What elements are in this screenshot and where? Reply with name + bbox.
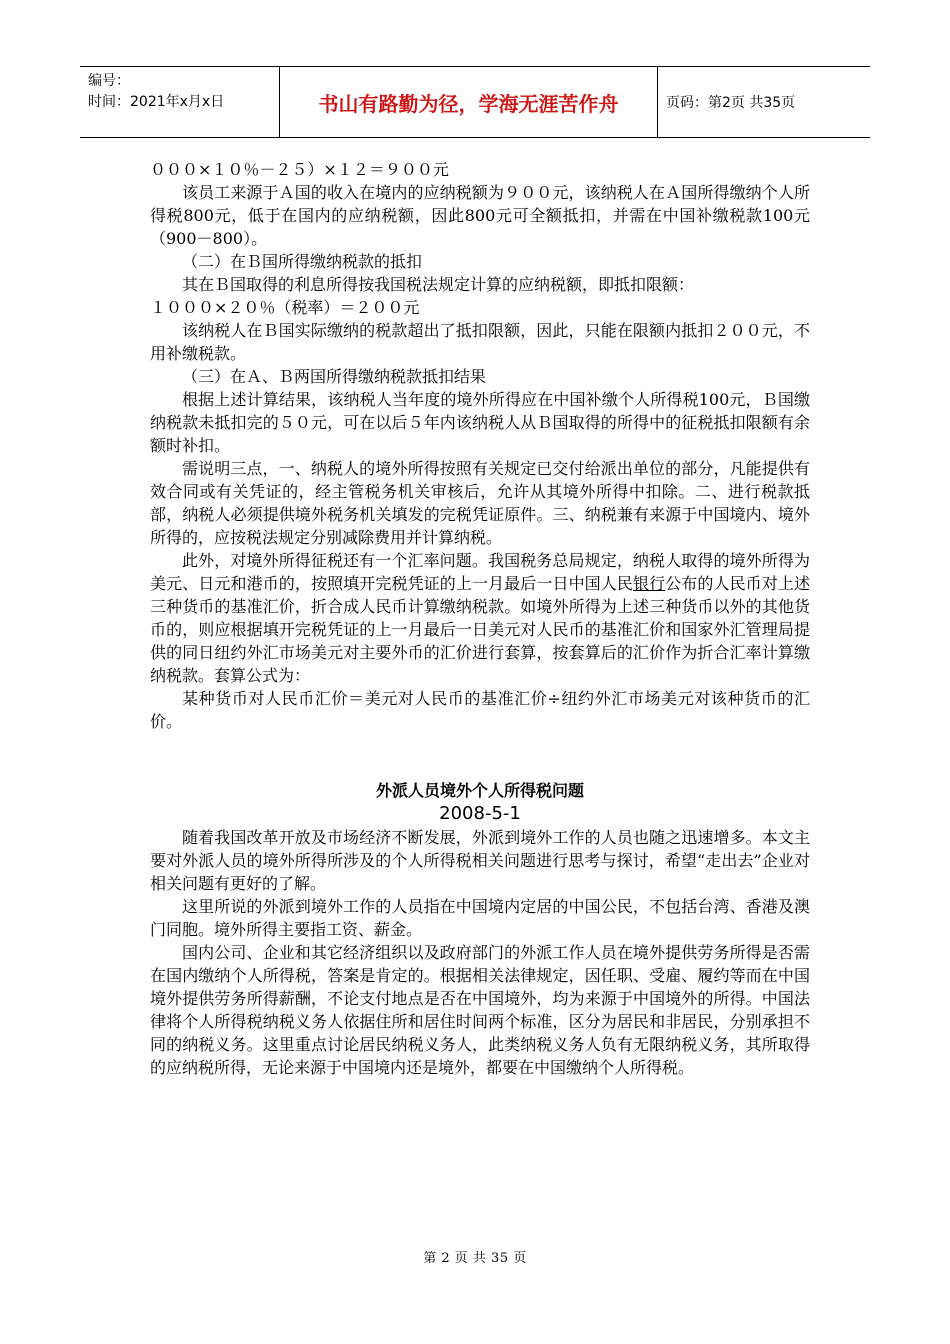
page-header	[80, 66, 870, 138]
header-meta	[80, 67, 280, 137]
paragraph: １０００×２０％（税率）＝２００元	[150, 298, 420, 317]
number-label: 编号：	[88, 73, 130, 89]
document-body	[150, 158, 810, 1079]
text: 此外，对境外所得征税还有一个汇率问题。我国税务总局规定，纳税人取得的境外所得为美元、日元和港币的，按照填开完税凭证的上一月最后一日中国人民	[150, 551, 810, 593]
paragraph: 该纳税人在Ｂ国实际缴纳的税款超出了抵扣限额，因此，只能在限额内抵扣２００元，不用补缴税款。	[150, 321, 810, 363]
paragraph: 需说明三点，一、纳税人的境外所得按照有关规定已交付给派出单位的部分，凡能提供有效合同或有关凭证的，经主管税务机关审核后，允许从其境外所得中扣除。二、进行税款抵部，纳税人必须提供境外税务机关填发的完税凭证原件。三、纳税兼有来源于中国境内、境外所得的，应按税法规定分别减除费用并计算纳税。	[150, 459, 810, 547]
bank-link[interactable]: 银行	[632, 574, 666, 593]
page-footer: 第 2 页 共 35 页	[423, 1251, 527, 1266]
text: 公布的人民币对上述三种货币的基准汇价，折合成人民币计算缴纳税款。如境外所得为上述三种货币以外的其他货币的，则应根据填开完税凭证的上一月最后一日美元对人民币的基准汇价和国家外汇管理局提供的同日纽约外汇市场美元对主要外币的汇价进行套算，按套算后的汇价作为折合汇率计算缴纳税款。套算公式为：	[150, 574, 810, 685]
paragraph-exchange-rate	[150, 549, 810, 687]
formula: 某种货币对人民币汇价＝美元对人民币的基准汇价÷纽约外汇市场美元对该种货币的汇价。	[150, 689, 810, 731]
time-label: 时间：2021年x月x日	[88, 94, 225, 110]
section-heading: （三）在Ａ、Ｂ两国所得缴纳税款抵扣结果	[182, 367, 487, 386]
header-page-info: 页码：第2页 共35页	[666, 95, 796, 111]
paragraph: 根据上述计算结果，该纳税人当年度的境外所得应在中国补缴个人所得税100元，Ｂ国缴纳税款未抵扣完的５０元，可在以后５年内该纳税人从Ｂ国取得的所得中的征税抵扣限额有余额时补扣。	[150, 390, 810, 455]
article-paragraph: 国内公司、企业和其它经济组织以及政府部门的外派工作人员在境外提供劳务所得是否需在国内缴纳个人所得税，答案是肯定的。根据相关法律规定，因任职、受雇、履约等而在中国境外提供劳务所得薪酬，不论支付地点是否在中国境外，均为来源于中国境外的所得。中国法律将个人所得税纳税义务人依据住所和居住时间两个标准，区分为居民和非居民，分别承担不同的纳税义务。这里重点讨论居民纳税义务人，此类纳税义务人负有无限纳税义务，其所取得的应纳税所得，无论来源于中国境内还是境外，都要在中国缴纳个人所得税。	[150, 943, 810, 1077]
article-date: 2008-5-1	[439, 803, 521, 824]
header-motto: 书山有路勤为径，学海无涯苦作舟	[280, 67, 658, 137]
article-paragraph: 这里所说的外派到境外工作的人员指在中国境内定居的中国公民，不包括台湾、香港及澳门同胞。境外所得主要指工资、薪金。	[150, 897, 810, 939]
paragraph: ０００×１０％－２５）×１２＝９００元	[150, 160, 449, 179]
article-paragraph: 随着我国改革开放及市场经济不断发展，外派到境外工作的人员也随之迅速增多。本文主要对外派人员的境外所得所涉及的个人所得税相关问题进行思考与探讨，希望“走出去”企业对相关问题有更好的了解。	[150, 828, 810, 893]
paragraph: 其在Ｂ国取得的利息所得按我国税法规定计算的应纳税额，即抵扣限额：	[182, 275, 695, 294]
paragraph: 该员工来源于Ａ国的收入在境内的应纳税额为９００元，该纳税人在Ａ国所得缴纳个人所得税800元，低于在国内的应纳税额，因此800元可全额抵扣，并需在中国补缴税款100元（900－800）。	[150, 183, 810, 248]
article-title: 外派人员境外个人所得税问题	[375, 781, 584, 800]
section-heading: （二）在Ｂ国所得缴纳税款的抵扣	[182, 252, 423, 271]
